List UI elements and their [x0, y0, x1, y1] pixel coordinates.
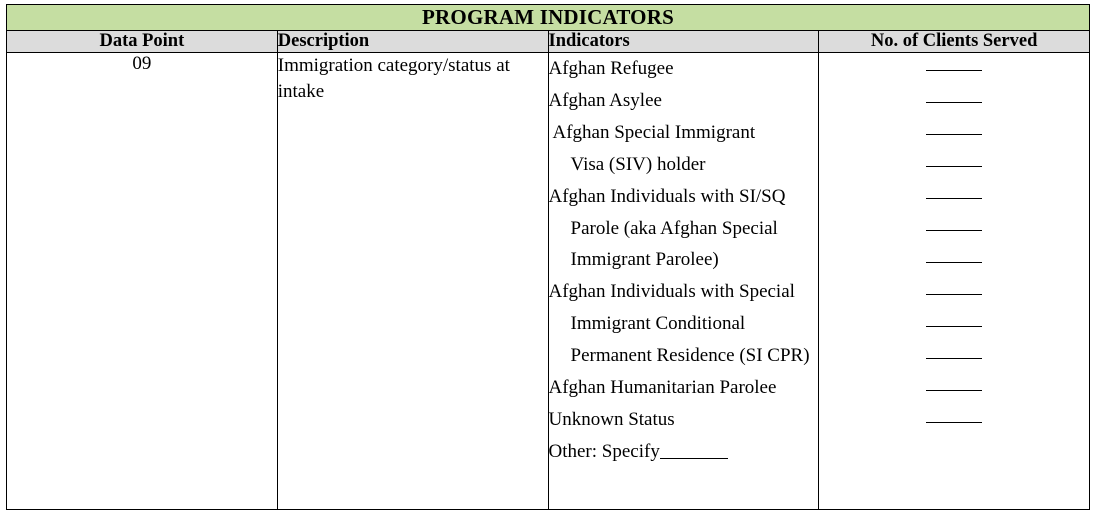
clients-blank-list: [819, 53, 1089, 437]
indicator-label: Other: Specify: [548, 440, 660, 462]
indicator-item: [549, 244, 819, 276]
indicator-item: [549, 53, 819, 85]
clients-blank-item: [819, 309, 1089, 341]
table-header-row: [7, 31, 1090, 53]
indicator-label: Unknown Status: [548, 408, 675, 430]
cell-description: Immigration category/status at intake: [277, 53, 548, 510]
indicators-list: [549, 53, 819, 468]
indicator-label: Afghan Special Immigrant: [552, 121, 756, 143]
clients-blank-item: [819, 85, 1089, 117]
indicator-item: [549, 181, 819, 213]
clients-blank-item: [819, 277, 1089, 309]
indicator-item: [549, 213, 819, 245]
indicator-label: Afghan Refugee: [548, 58, 674, 79]
indicator-label: Afghan Individuals with SI/SQ: [548, 185, 786, 207]
clients-blank-field[interactable]: [926, 341, 982, 359]
clients-blank-field[interactable]: [926, 373, 982, 391]
clients-blank-field[interactable]: [926, 53, 982, 71]
clients-blank-item: [819, 373, 1089, 405]
indicator-item: [549, 276, 819, 308]
indicator-item: [549, 404, 819, 436]
indicator-label: Immigrant Parolee): [570, 249, 719, 271]
clients-blank-field[interactable]: [926, 277, 982, 295]
indicator-item: [549, 340, 819, 372]
indicator-label: Afghan Asylee: [548, 89, 662, 111]
column-header-clients-served: No. of Clients Served: [819, 31, 1090, 53]
indicator-label: Afghan Individuals with Special: [548, 281, 795, 303]
cell-data-point: 09: [7, 53, 278, 510]
cell-clients-served: [819, 53, 1090, 510]
cell-indicators: [548, 53, 819, 510]
table-title: PROGRAM INDICATORS: [7, 5, 1090, 31]
clients-blank-field[interactable]: [926, 85, 982, 103]
indicator-label: Parole (aka Afghan Special: [570, 217, 778, 239]
indicator-item: [549, 372, 819, 404]
clients-blank-field[interactable]: [926, 405, 982, 423]
clients-blank-item: [819, 53, 1089, 85]
clients-blank-item: [819, 149, 1089, 181]
indicator-item: [549, 436, 819, 468]
clients-blank-item: [819, 181, 1089, 213]
indicator-label: Immigrant Conditional: [570, 313, 746, 335]
indicator-item: [549, 149, 819, 181]
program-indicators-table: [6, 4, 1090, 510]
indicator-item: [549, 308, 819, 340]
table-row: [7, 53, 1090, 510]
indicator-label: Afghan Humanitarian Parolee: [548, 377, 777, 399]
clients-blank-item: [819, 405, 1089, 437]
clients-blank-item: [819, 245, 1089, 277]
indicator-label: Visa (SIV) holder: [570, 153, 706, 175]
clients-blank-item: [819, 117, 1089, 149]
column-header-indicators: Indicators: [548, 31, 819, 53]
column-header-data-point: Data Point: [7, 31, 278, 53]
clients-blank-field[interactable]: [926, 213, 982, 231]
column-header-description: Description: [277, 31, 548, 53]
clients-blank-item: [819, 213, 1089, 245]
clients-blank-field[interactable]: [926, 309, 982, 327]
table-title-row: [7, 5, 1090, 31]
indicator-item: [549, 85, 819, 117]
clients-blank-field[interactable]: [926, 149, 982, 167]
clients-blank-field[interactable]: [926, 117, 982, 135]
indicator-label: Permanent Residence (SI CPR): [570, 345, 810, 367]
clients-blank-field[interactable]: [926, 181, 982, 199]
indicator-item: [549, 117, 819, 149]
other-specify-blank[interactable]: [660, 443, 728, 459]
clients-blank-item: [819, 341, 1089, 373]
clients-blank-field[interactable]: [926, 245, 982, 263]
